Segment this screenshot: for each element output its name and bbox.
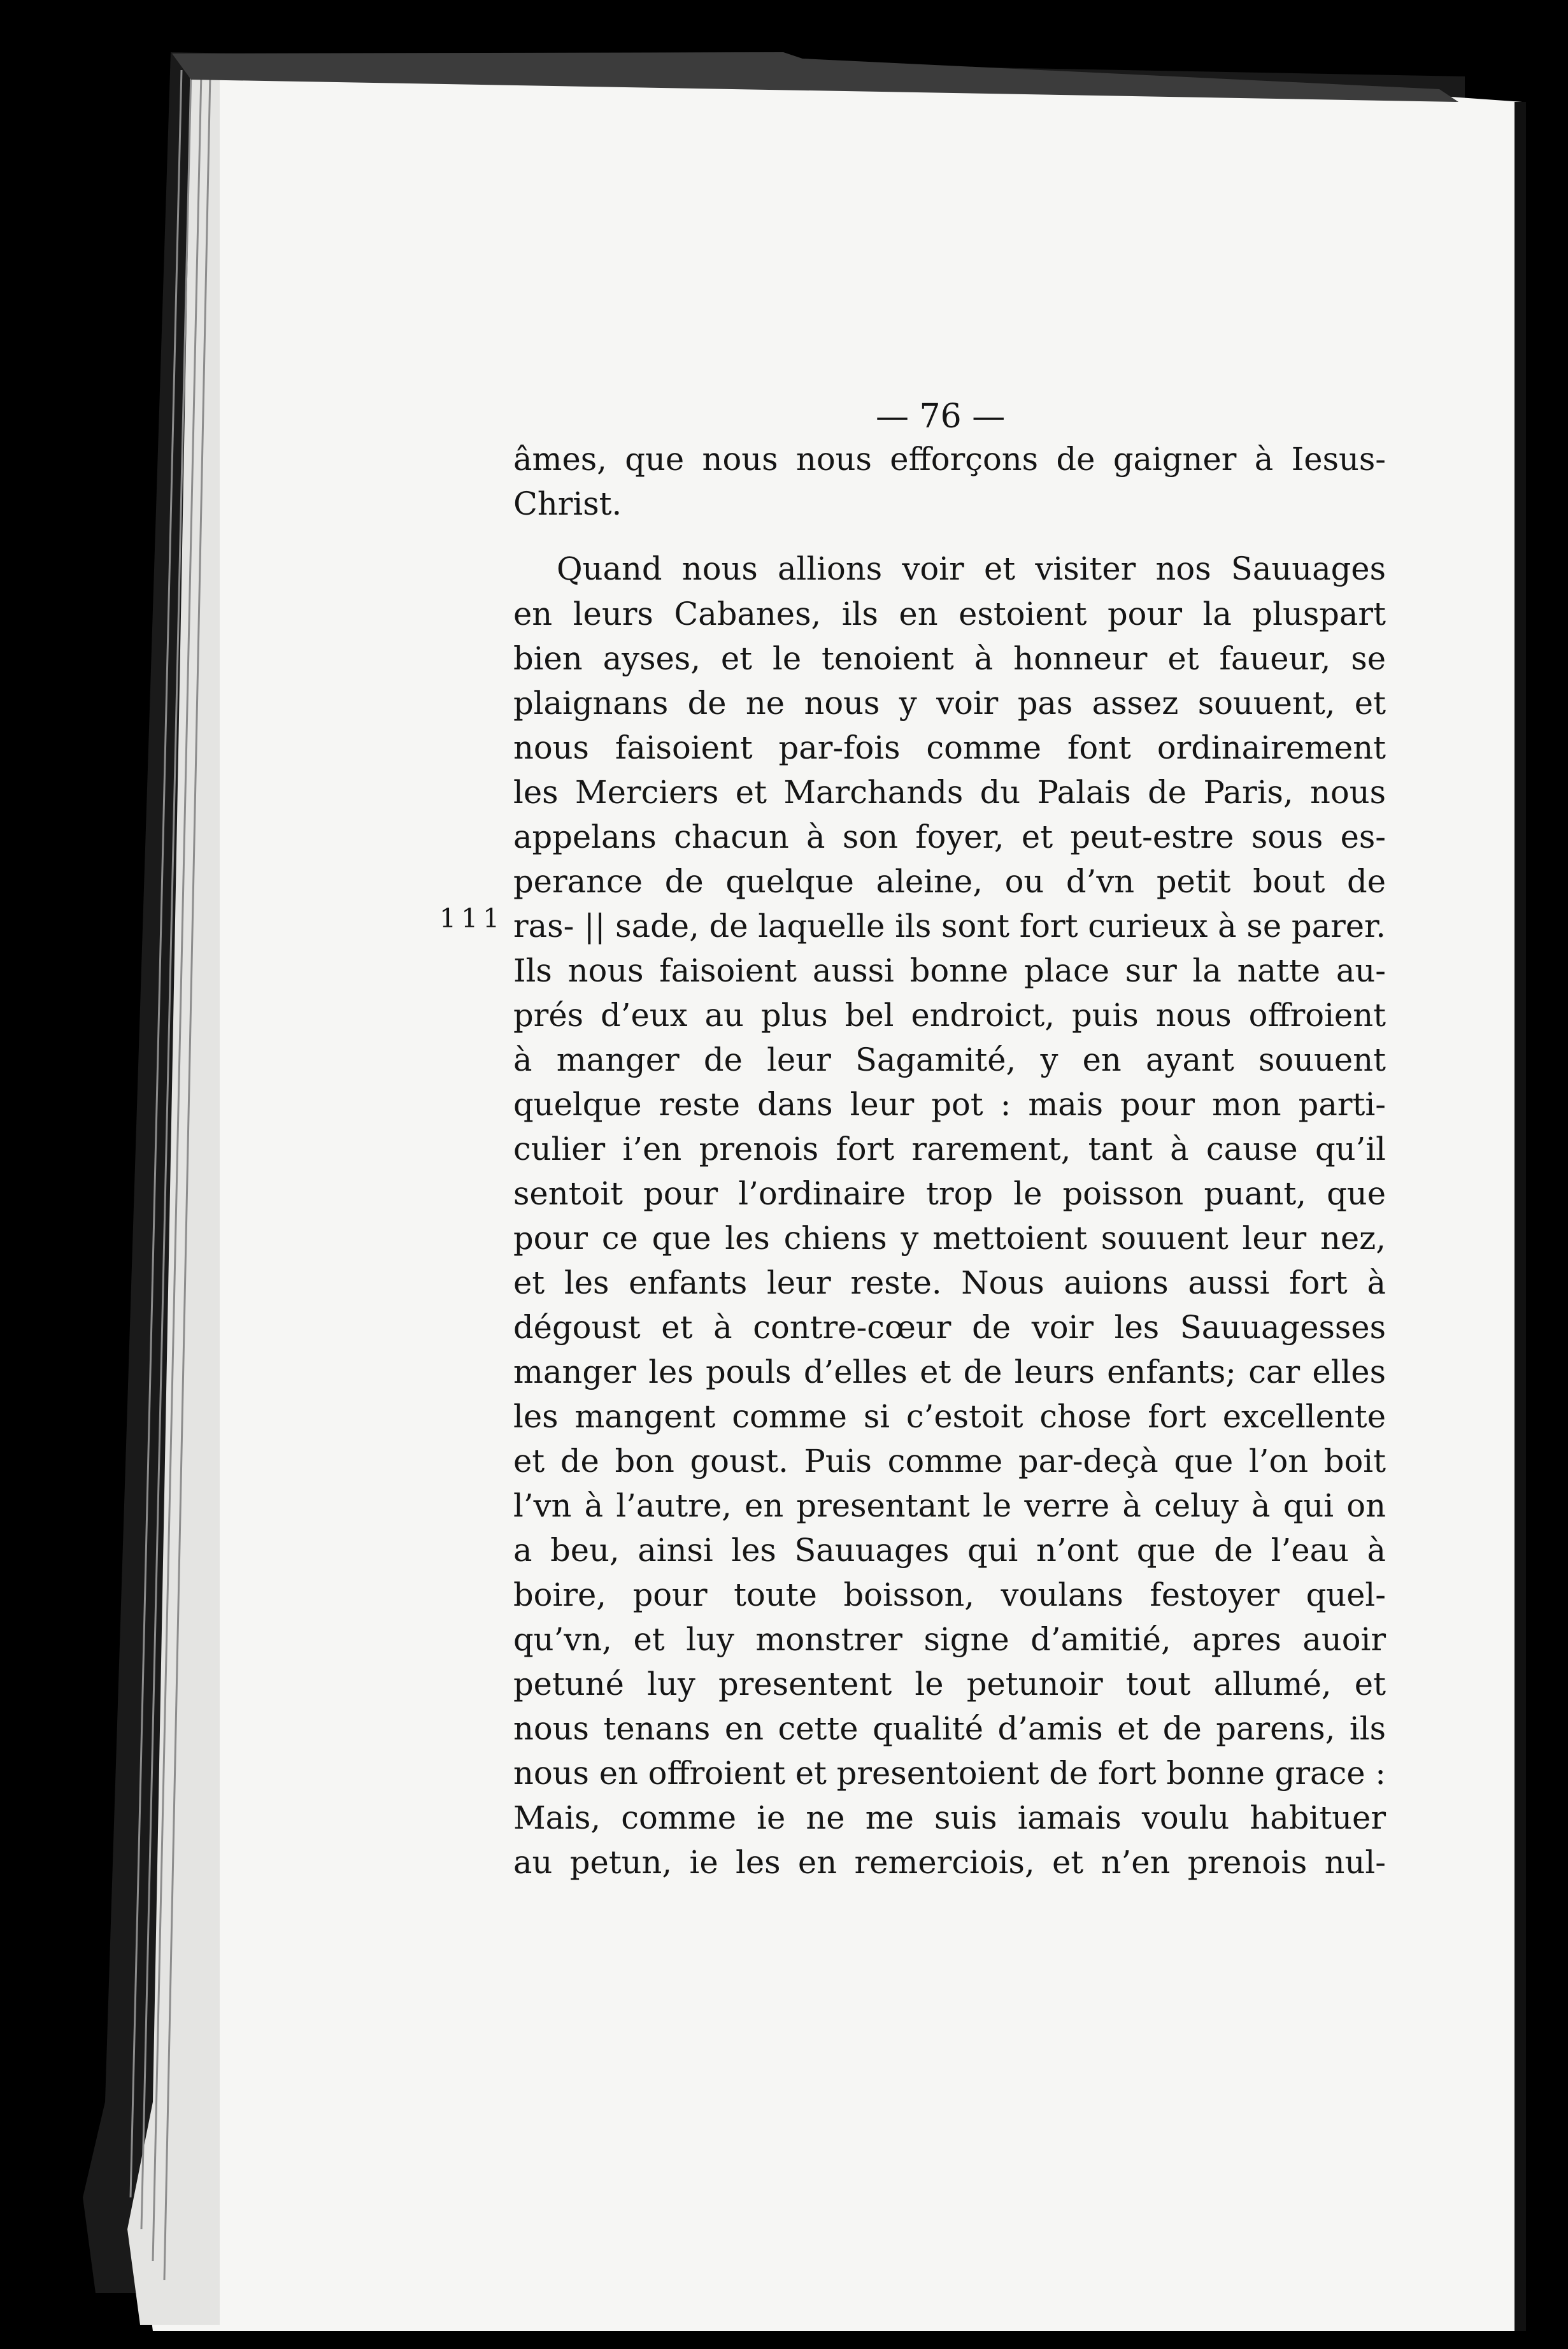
text-line: les mangent comme si c’estoit chose fort excellente [513, 1398, 1386, 1435]
page-number: — 76 — [876, 397, 1006, 436]
text-line: et les enfants leur reste. Nous auions aussi fort à [513, 1264, 1386, 1301]
text-line: culier i’en prenois fort rarement, tant à cause qu’il [513, 1131, 1386, 1167]
margin-reference-number: 111 [439, 903, 505, 934]
text-line: nous faisoient par-fois comme font ordinairement [513, 729, 1386, 766]
text-line: à manger de leur Sagamité, y en ayant souuent [513, 1041, 1386, 1078]
text-line: au petun, ie les en remerciois, et n’en prenois nul- [513, 1844, 1386, 1881]
text-line: âmes, que nous nous efforçons de gaigner à Iesus- [513, 441, 1386, 478]
text-line: petuné luy presentent le petunoir tout allumé, et [513, 1666, 1386, 1703]
text-line: Quand nous allions voir et visiter nos Sauuages [557, 550, 1386, 587]
text-line: plaignans de ne nous y voir pas assez souuent, et [513, 685, 1386, 722]
text-line: Christ. [513, 485, 622, 522]
text-line: les Merciers et Marchands du Palais de Paris, nous [513, 774, 1386, 811]
text-line: perance de quelque aleine, ou d’vn petit bout de [513, 863, 1386, 900]
text-line: dégoust et à contre-cœur de voir les Sauuagesses [513, 1309, 1386, 1346]
text-line: nous en offroient et presentoient de fort bonne grace : [513, 1755, 1386, 1792]
text-line: appelans chacun à son foyer, et peut-estre sous es- [513, 818, 1386, 855]
text-line: l’vn à l’autre, en presentant le verre à celuy à qui on [513, 1487, 1386, 1524]
text-line: a beu, ainsi les Sauuages qui n’ont que de l’eau à [513, 1532, 1386, 1569]
text-line: en leurs Cabanes, ils en estoient pour la pluspart [513, 596, 1386, 632]
text-line: quelque reste dans leur pot : mais pour mon parti- [513, 1086, 1386, 1123]
text-line: prés d’eux au plus bel endroict, puis nous offroient [513, 997, 1386, 1034]
text-line: bien ayses, et le tenoient à honneur et faueur, se [513, 640, 1386, 677]
text-line: boire, pour toute boisson, voulans festoyer quel- [513, 1576, 1386, 1613]
text-line: manger les pouls d’elles et de leurs enfants; car elles [513, 1353, 1386, 1390]
text-line: pour ce que les chiens y mettoient souuent leur nez, [513, 1220, 1386, 1257]
text-line: et de bon goust. Puis comme par-deçà que l’on boit [513, 1443, 1386, 1480]
text-line: nous tenans en cette qualité d’amis et de parens, ils [513, 1710, 1386, 1747]
text-line: sentoit pour l’ordinaire trop le poisson puant, que [513, 1175, 1386, 1212]
text-line: Ils nous faisoient aussi bonne place sur la natte au- [513, 952, 1386, 989]
text-line: Mais, comme ie ne me suis iamais voulu habituer [513, 1799, 1386, 1836]
text-line: qu’vn, et luy monstrer signe d’amitié, apres auoir [513, 1621, 1386, 1658]
text-line: ras- || sade, de laquelle ils sont fort curieux à se parer. [513, 908, 1386, 945]
